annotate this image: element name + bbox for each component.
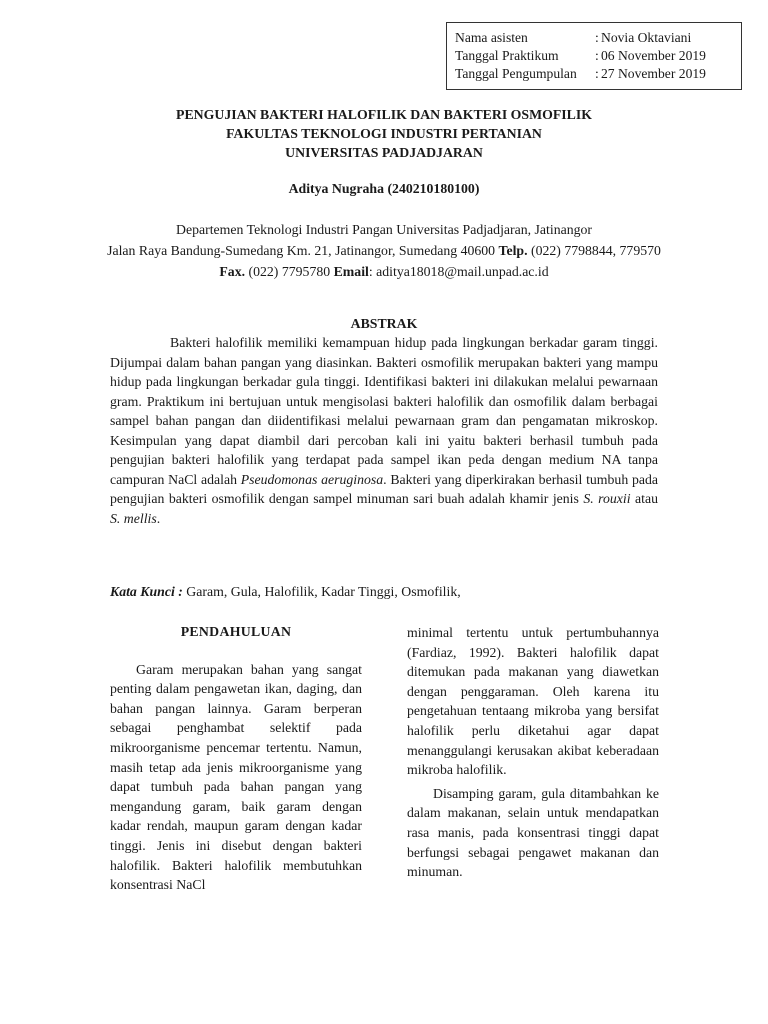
species-name: S. rouxii (583, 491, 631, 506)
fax-value: (022) 7795780 (245, 264, 334, 279)
intro-left-column (110, 620, 362, 895)
info-row-practicum-date (455, 47, 741, 65)
title-line: UNIVERSITAS PADJADJARAN (285, 145, 483, 160)
assistant-info-box (446, 22, 742, 90)
info-label: Tanggal Pengumpulan (455, 66, 577, 81)
email-value: : aditya18018@mail.unpad.ac.id (368, 264, 549, 279)
abstract-text: . (156, 510, 161, 526)
info-label: Tanggal Praktikum (455, 48, 559, 63)
info-separator: : (595, 66, 599, 81)
address-text: Jalan Raya Bandung-Sumedang Km. 21, Jatinangor, Sumedang 40600 (107, 243, 499, 258)
info-separator: : (595, 48, 599, 63)
abstract-text: atau (630, 491, 658, 506)
abstract-text: . Bakteri yang diperkirakan berhasil tumbuh pada pengujian bakteri osmofilik dengan sampel minuman sari buah adalah khamir jenis (110, 471, 659, 506)
intro-right-column (407, 623, 659, 882)
info-value: Novia Oktaviani (601, 30, 692, 45)
abstract-heading: ABSTRAK (350, 316, 418, 331)
affiliation-line: Departemen Teknologi Industri Pangan Universitas Padjadjaran, Jatinangor (175, 222, 593, 237)
keywords (110, 584, 670, 600)
keywords-value: Garam, Gula, Halofilik, Kadar Tinggi, Osmofilik, (182, 584, 461, 599)
title-line: FAKULTAS TEKNOLOGI INDUSTRI PERTANIAN (226, 126, 542, 141)
telp-value: (022) 7798844, 779570 (527, 243, 661, 258)
paragraph: Disamping garam, gula ditambahkan ke dalam makanan, selain untuk mendapatkan rasa manis, pada konsentrasi tinggi dapat berfungsi sebagai pengawet makanan dan minuman. (407, 785, 659, 880)
fax-label: Fax. (219, 264, 246, 279)
author-name: Aditya Nugraha (240210180100) (288, 181, 480, 196)
affiliation-contact (100, 240, 668, 282)
info-row-submission-date (455, 65, 741, 83)
email-label: Email (333, 264, 369, 279)
info-separator: : (595, 30, 599, 45)
species-name: S. mellis (110, 510, 157, 526)
info-value: 06 November 2019 (601, 48, 706, 63)
telp-label: Telp. (498, 243, 528, 258)
section-heading: PENDAHULUAN (180, 624, 292, 639)
abstract-body (110, 333, 658, 528)
keywords-label: Kata Kunci : (110, 584, 183, 599)
paragraph: minimal tertentu untuk pertumbuhannya (Fardiaz, 1992). Bakteri halofilik dapat ditemukan pada makanan yang diawetkan dengan penggaraman. Oleh karena itu pengetahuan tentaang mikroba yang bersifat halofilik perlu diketahui agar dapat menanggulangi kerusakan akibat keberadaan mikroba halofilik. (407, 625, 659, 778)
info-row-assistant (455, 29, 741, 47)
info-label: Nama asisten (455, 30, 528, 45)
title-line: PENGUJIAN BAKTERI HALOFILIK DAN BAKTERI OSMOFILIK (176, 107, 592, 122)
paper-title (0, 105, 768, 162)
paragraph: Garam merupakan bahan yang sangat penting dalam pengawetan ikan, daging, dan bahan pangan lainnya. Garam berperan sebagai penghambat selektif pada mikroorganisme pencemar tertentu. Namun, masih tetap ada jenis mikroorganisme yang dapat tumbuh pada bahan pangan yang mengandung garam, baik garam dengan kadar rendah, maupun garam dengan kadar tinggi. Jenis ini disebut dengan bakteri halofilik. Bakteri halofilik membutuhkan konsentrasi NaCl (110, 661, 362, 893)
info-value: 27 November 2019 (601, 66, 706, 81)
abstract-text: Bakteri halofilik memiliki kemampuan hidup pada lingkungan berkadar garam tinggi. Dijumpai dalam bahan pangan yang diasinkan. Bakteri osmofilik merupakan bakteri yang mampu hidup pada lingkungan berkadar gula tinggi. Identifikasi bakteri ini dilakukan melalui pewarnaan gram. Praktikum ini bertujuan untuk mengisolasi bakteri halofilik dan osmofilik dalam berbagai sampel bahan pangan dan diidentifikasi melalui pewarnaan gram dan pengamatan mikroskop. Kesimpulan yang dapat diambil dari percoban kali ini yaitu bakteri berhasil tumbuh pada pengujian bakteri halofilik yang terdapat pada sampel ikan peda dengan medium NA tanpa campuran NaCl adalah (110, 335, 658, 487)
affiliation (100, 219, 668, 282)
species-name: Pseudomonas aeruginosa (240, 471, 384, 487)
